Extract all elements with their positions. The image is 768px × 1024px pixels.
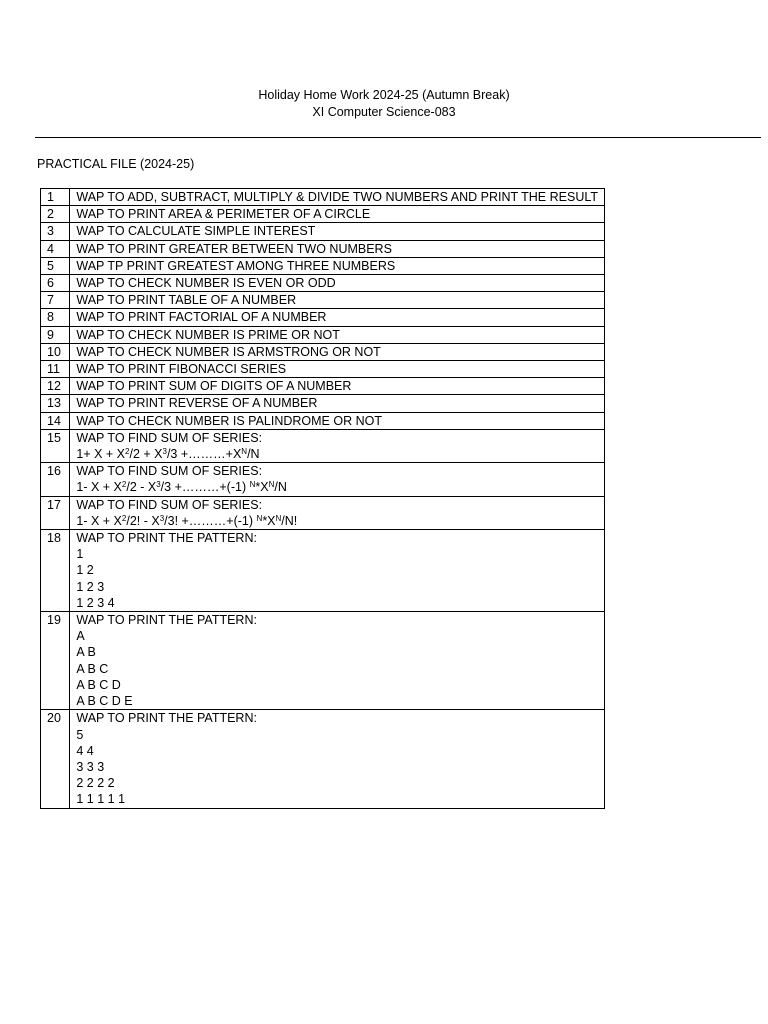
- description-line: 1- $X + X^2/2$! - $X^3/3$! +………+(-1) $^N*X^N/N$!: [76, 513, 298, 528]
- description-line: WAP TP PRINT GREATEST AMONG THREE NUMBERS: [76, 258, 396, 273]
- document-header: [0, 87, 768, 121]
- description-line: A B C D: [76, 677, 121, 692]
- table-row: [41, 395, 605, 412]
- practical-description: [70, 275, 605, 292]
- practical-description: [70, 206, 605, 223]
- document-title: Holiday Home Work 2024-25 (Autumn Break): [258, 88, 510, 102]
- practical-description: [70, 361, 605, 378]
- practical-number: 3: [41, 223, 70, 240]
- table-row: [41, 206, 605, 223]
- description-line: WAP TO FIND SUM OF SERIES:: [76, 497, 263, 512]
- practical-number: 16: [41, 463, 70, 496]
- table-row: [41, 361, 605, 378]
- table-row: [41, 257, 605, 274]
- description-line: WAP TO ADD, SUBTRACT, MULTIPLY & DIVIDE TWO NUMBERS AND PRINT THE RESULT: [76, 190, 598, 204]
- practical-description: [70, 530, 605, 612]
- practical-description: [70, 343, 605, 360]
- description-line: WAP TO PRINT SUM OF DIGITS OF A NUMBER: [76, 379, 352, 394]
- table-row: [41, 292, 605, 309]
- practical-description: [70, 223, 605, 240]
- description-line: A B C D E: [76, 694, 133, 709]
- description-line: $1+ X + X^2/2 + X^3/3$ $+\dots\dots\dots+X^N/N$: [76, 447, 260, 462]
- header-divider: [35, 137, 761, 138]
- table-row: [41, 429, 605, 462]
- practical-number: 17: [41, 496, 70, 529]
- practical-number: 20: [41, 710, 70, 808]
- practical-description: [70, 257, 605, 274]
- practical-description: [70, 189, 605, 206]
- table-row: [41, 530, 605, 612]
- practical-number: 13: [41, 395, 70, 412]
- description-line: WAP TO PRINT REVERSE OF A NUMBER: [76, 396, 318, 411]
- description-line: 1 2: [76, 563, 94, 578]
- description-line: WAP TO PRINT TABLE OF A NUMBER: [76, 293, 297, 308]
- description-line: 5: [76, 727, 84, 742]
- practical-number: 10: [41, 343, 70, 360]
- description-line: WAP TO PRINT THE PATTERN:: [76, 711, 257, 726]
- table-row: [41, 240, 605, 257]
- description-line: A B: [76, 645, 96, 660]
- practical-number: 5: [41, 257, 70, 274]
- practical-number: 1: [41, 189, 70, 206]
- practical-number: 6: [41, 275, 70, 292]
- practical-description: [70, 412, 605, 429]
- section-title: PRACTICAL FILE (2024-25): [37, 157, 195, 171]
- description-line: WAP TO CHECK NUMBER IS ARMSTRONG OR NOT: [76, 344, 381, 359]
- practical-number: 14: [41, 412, 70, 429]
- description-line: 2 2 2 2: [76, 776, 115, 791]
- practical-description: [70, 378, 605, 395]
- practical-number: 15: [41, 429, 70, 462]
- description-line: 3 3 3: [76, 759, 105, 774]
- description-line: WAP TO PRINT FIBONACCI SERIES: [76, 362, 287, 377]
- table-row: [41, 710, 605, 808]
- description-line: WAP TO PRINT AREA & PERIMETER OF A CIRCLE: [76, 207, 371, 222]
- table-row: [41, 189, 605, 206]
- description-line: 1 2 3: [76, 579, 105, 594]
- practical-description: [70, 710, 605, 808]
- practicals-table-body: [41, 189, 605, 809]
- practical-number: 19: [41, 612, 70, 710]
- practical-number: 8: [41, 309, 70, 326]
- description-line: WAP TO CHECK NUMBER IS PRIME OR NOT: [76, 327, 340, 342]
- table-row: [41, 309, 605, 326]
- description-line: WAP TO PRINT THE PATTERN:: [76, 531, 257, 546]
- practical-number: 2: [41, 206, 70, 223]
- practical-description: [70, 463, 605, 496]
- description-line: WAP TO CALCULATE SIMPLE INTEREST: [76, 224, 316, 239]
- description-line: WAP TO PRINT GREATER BETWEEN TWO NUMBERS: [76, 241, 392, 256]
- table-row: [41, 496, 605, 529]
- table-row: [41, 223, 605, 240]
- description-line: A: [76, 629, 85, 644]
- practical-number: 12: [41, 378, 70, 395]
- description-line: 1: [76, 547, 84, 562]
- table-row: [41, 326, 605, 343]
- table-row: [41, 275, 605, 292]
- table-row: [41, 463, 605, 496]
- practical-description: [70, 309, 605, 326]
- description-line: WAP TO PRINT FACTORIAL OF A NUMBER: [76, 310, 327, 325]
- practical-description: [70, 326, 605, 343]
- practical-number: 7: [41, 292, 70, 309]
- practical-description: [70, 395, 605, 412]
- practicals-table: [40, 188, 605, 809]
- practical-description: [70, 429, 605, 462]
- description-line: 1 1 1 1 1: [76, 792, 126, 807]
- practical-number: 11: [41, 361, 70, 378]
- practical-description: [70, 240, 605, 257]
- practical-number: 4: [41, 240, 70, 257]
- practical-number: 18: [41, 530, 70, 612]
- description-line: WAP TO PRINT THE PATTERN:: [76, 613, 257, 628]
- description-line: 1 2 3 4: [76, 595, 115, 610]
- practical-description: [70, 612, 605, 710]
- practical-description: [70, 496, 605, 529]
- description-line: WAP TO CHECK NUMBER IS EVEN OR ODD: [76, 276, 336, 291]
- table-row: [41, 412, 605, 429]
- description-line: WAP TO FIND SUM OF SERIES:: [76, 430, 263, 445]
- table-row: [41, 343, 605, 360]
- description-line: A B C: [76, 661, 109, 676]
- table-row: [41, 378, 605, 395]
- description-line: 4 4: [76, 743, 94, 758]
- practical-description: [70, 292, 605, 309]
- document-subtitle: XI Computer Science-083: [312, 105, 456, 119]
- practical-number: 9: [41, 326, 70, 343]
- description-line: WAP TO CHECK NUMBER IS PALINDROME OR NOT: [76, 413, 382, 428]
- table-row: [41, 612, 605, 710]
- description-line: 1- $X + X^2/2 - X^3/3$ +………+(-1) $^N*X^N/N$: [76, 480, 287, 495]
- description-line: WAP TO FIND SUM OF SERIES:: [76, 464, 263, 479]
